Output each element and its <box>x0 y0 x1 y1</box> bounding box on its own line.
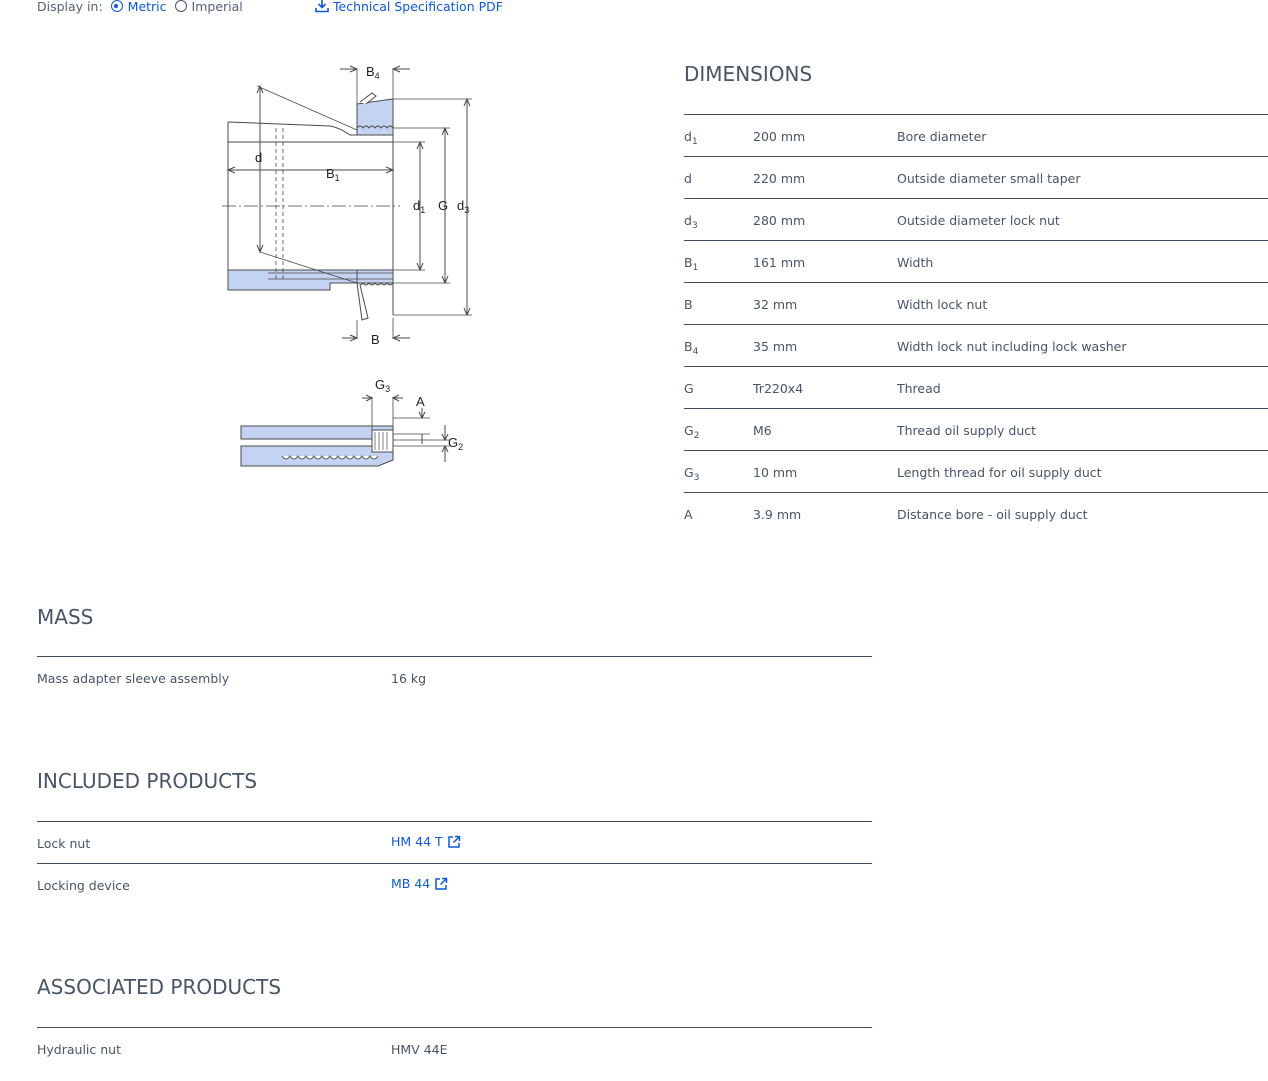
dimension-value: 3.9 mm <box>753 507 802 522</box>
included-row-rule <box>37 863 872 864</box>
pdf-link-label: Technical Specification PDF <box>333 0 503 14</box>
dimension-description: Outside diameter small taper <box>897 171 1081 186</box>
dimension-description: Bore diameter <box>897 129 987 144</box>
dimension-description: Thread <box>897 381 941 396</box>
dimension-row-rule <box>684 366 1268 367</box>
dimension-description: Width lock nut including lock washer <box>897 339 1127 354</box>
included-title: INCLUDED PRODUCTS <box>37 769 258 793</box>
technical-pdf-link[interactable] <box>314 0 503 15</box>
associated-row-label: Hydraulic nut <box>37 1042 121 1057</box>
dimension-symbol: A <box>684 507 693 522</box>
associated-row-value: HMV 44E <box>391 1042 448 1057</box>
dimension-value: 10 mm <box>753 465 798 480</box>
label-d1: $d_1$ <box>413 198 426 215</box>
dimension-description: Distance bore - oil supply duct <box>897 507 1088 522</box>
dimension-symbol: $d_1$ <box>684 129 698 147</box>
dimension-row-rule <box>684 156 1268 157</box>
mass-row-label: Mass adapter sleeve assembly <box>37 671 230 686</box>
label-g3: $G_3$ <box>375 377 391 394</box>
included-row-link-text: MB 44 <box>391 876 431 891</box>
dimension-value: 35 mm <box>753 339 798 354</box>
external-link-icon <box>434 877 448 891</box>
associated-top-rule <box>37 1027 872 1028</box>
included-row-label: Locking device <box>37 878 130 893</box>
mass-row-value: 16 kg <box>391 671 427 686</box>
included-top-rule <box>37 821 872 822</box>
label-d3: $d_3$ <box>457 198 470 215</box>
dimension-symbol: $B_4$ <box>684 339 699 357</box>
dimension-description: Length thread for oil supply duct <box>897 465 1102 480</box>
dimension-row-rule <box>684 492 1268 493</box>
dimension-description: Thread oil supply duct <box>897 423 1037 438</box>
included-row-label: Lock nut <box>37 836 91 851</box>
included-row-link-text: HM 44 T <box>391 834 443 849</box>
dimension-symbol: $G_2$ <box>684 423 700 441</box>
dimension-description: Width <box>897 255 934 270</box>
label-b: B <box>371 332 380 347</box>
display-in-label: Display in: <box>37 0 103 14</box>
dimension-symbol: $B_1$ <box>684 255 699 273</box>
label-g: G <box>438 198 449 213</box>
dimension-symbol: $G_3$ <box>684 465 700 483</box>
metric-label[interactable]: Metric <box>127 0 167 14</box>
dimensions-title: DIMENSIONS <box>684 62 813 86</box>
included-row-link[interactable] <box>391 834 461 849</box>
label-a: A <box>416 394 425 409</box>
label-b4: $B_4$ <box>366 64 380 81</box>
download-icon <box>314 0 330 13</box>
label-g2: $G_2$ <box>448 435 464 452</box>
dimension-value: 161 mm <box>753 255 806 270</box>
dimension-row-rule <box>684 324 1268 325</box>
dimension-row-rule <box>684 240 1268 241</box>
label-b1: $B_1$ <box>326 166 340 183</box>
dimension-symbol: G <box>684 381 694 396</box>
mass-title: MASS <box>37 605 94 629</box>
label-d: d <box>255 150 263 165</box>
display-units-bar <box>37 0 243 15</box>
external-link-icon <box>447 835 461 849</box>
dimension-row-rule <box>684 408 1268 409</box>
metric-radio[interactable] <box>111 0 123 12</box>
dimension-row-rule <box>684 198 1268 199</box>
dimension-value: 220 mm <box>753 171 806 186</box>
dimension-value: 32 mm <box>753 297 798 312</box>
dimension-row-rule <box>684 282 1268 283</box>
dimension-symbol: $d_3$ <box>684 213 698 231</box>
dimension-description: Outside diameter lock nut <box>897 213 1060 228</box>
dimension-symbol: d <box>684 171 692 186</box>
dimension-value: M6 <box>753 423 772 438</box>
dimension-value: 280 mm <box>753 213 806 228</box>
dimension-value: 200 mm <box>753 129 806 144</box>
dimension-description: Width lock nut <box>897 297 988 312</box>
imperial-label[interactable]: Imperial <box>191 0 243 14</box>
included-row-link[interactable] <box>391 876 448 891</box>
dimension-symbol: B <box>684 297 693 312</box>
associated-title: ASSOCIATED PRODUCTS <box>37 975 282 999</box>
technical-drawing <box>215 55 485 475</box>
dimensions-top-rule <box>684 114 1268 115</box>
mass-top-rule <box>37 656 872 657</box>
imperial-radio[interactable] <box>175 0 187 12</box>
dimension-row-rule <box>684 450 1268 451</box>
dimension-value: Tr220x4 <box>753 381 804 396</box>
